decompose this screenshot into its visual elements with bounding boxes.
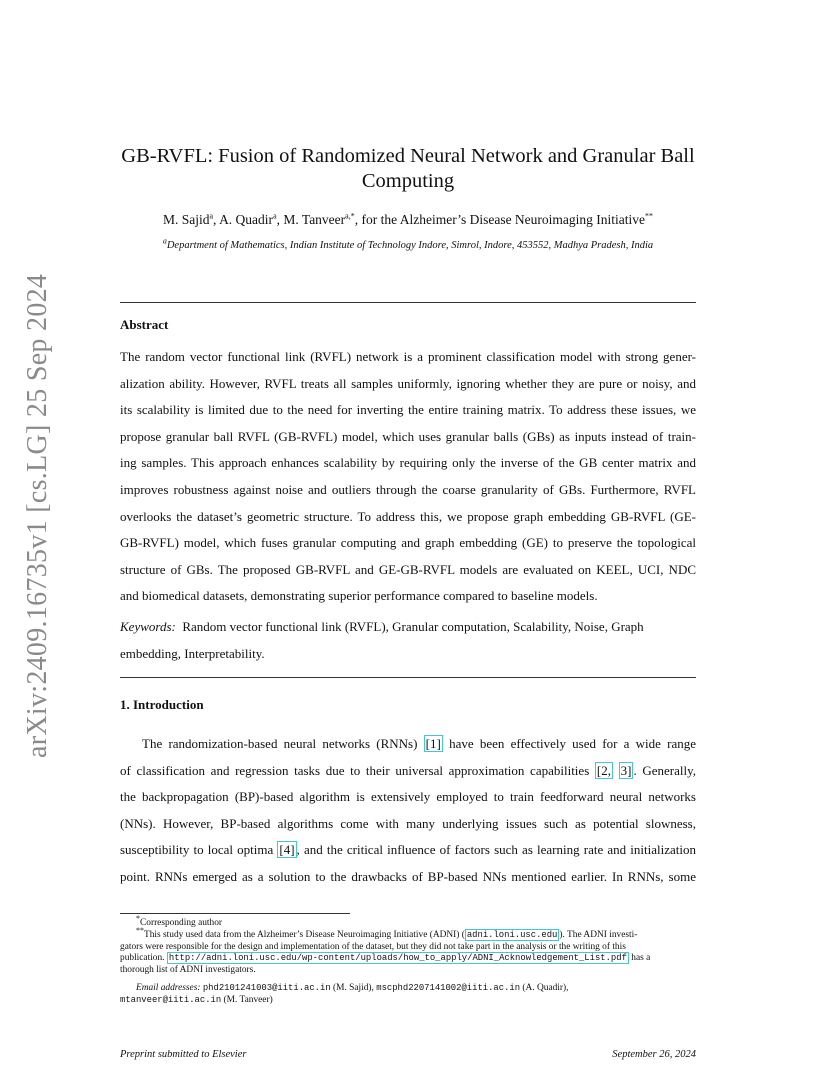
intro-text: . Generally, [633, 762, 696, 778]
footnote-corresponding [120, 913, 696, 930]
abstract-line: propose granular ball RVFL (GB-RVFL) model, which uses granular balls (GBs) as inputs instead of train- [120, 428, 696, 444]
email-owner: (M. Tanveer) [221, 994, 273, 1005]
footnote-text: gators were responsible for the design and implementation of the dataset, but they did not take part in the analysis or the writing of this [120, 941, 626, 952]
affiliation [120, 236, 696, 251]
keywords [120, 614, 696, 667]
footer-preprint: Preprint submitted to Elsevier [120, 1049, 247, 1060]
introduction-body [120, 731, 696, 891]
paper-title [120, 144, 696, 194]
abstract-line: The random vector functional link (RVFL) network is a prominent classification model with strong gener- [120, 349, 696, 364]
consortium-mark: ** [645, 211, 654, 221]
footnote-text: publication. [120, 953, 167, 964]
author-mark: a [273, 211, 277, 221]
footnote-mark: * [136, 913, 140, 923]
author-name: M. Tanveer [283, 212, 346, 227]
abstract-bottom-rule [120, 677, 696, 678]
author-mark: a,* [345, 211, 355, 221]
footnote-text: ). The ADNI investi- [559, 930, 638, 940]
intro-line: (NNs). However, BP-based algorithms come with many underlying issues such as potential slowness, [120, 815, 696, 831]
abstract-line: improves robustness against noise and outliers through the coarse granularity of GBs. Furthermore, RVFL [120, 481, 696, 497]
abstract-line: ing samples. This approach enhances scalability by requiring only the inverse of the GB center matrix and [120, 455, 696, 471]
footnote-rule [120, 913, 350, 914]
intro-text: , and the critical influence of factors such as learning rate and initialization [296, 842, 696, 858]
footnote-adni [120, 925, 696, 976]
abstract-line: its scalability is limited due to the need for inverting the entire training matrix. To address these issues, we [120, 402, 696, 418]
intro-text: The randomization-based neural networks (RNNs) [142, 736, 424, 751]
email-label: Email addresses: [136, 983, 201, 993]
abstract-body [120, 344, 696, 610]
abstract-top-rule [120, 302, 696, 303]
author-name: M. Sajid [162, 212, 210, 227]
email-owner: (M. Sajid), [330, 983, 377, 993]
abstract-heading: Abstract [120, 317, 169, 332]
intro-line: point. RNNs emerged as a solution to the drawbacks of BP-based NNs mentioned earlier. In RNNs, some [120, 868, 696, 884]
citation-link[interactable]: [2, [596, 762, 611, 778]
author-list: M. Sajid$^a$, A. Quadir$^a$, M. Tanveer$^{a,*}$, for the Alzheimer’s Disease Neuroimaging Initiative** [162, 211, 654, 227]
author-mark: a [209, 211, 214, 221]
email-address[interactable]: phd2101241003@iiti.ac.in [202, 983, 331, 993]
email-owner: (A. Quadir), [520, 983, 569, 993]
arxiv-identifier: arXiv:2409.16735v1 [cs.LG] 25 Sep 2024 [22, 273, 53, 758]
footnote-mark: ** [136, 925, 144, 935]
intro-text: susceptibility to local optima [120, 842, 278, 858]
footnote-text: has a [628, 953, 651, 964]
keywords-line-2: embedding, Interpretability. [120, 645, 265, 661]
keywords-label: Keywords: [120, 619, 176, 634]
footnote-text: This study used data from the Alzheimer’s Disease Neuroimaging Initiative (ADNI) ( [144, 930, 465, 940]
keywords-text: Random vector functional link (RVFL), Granular computation, Scalability, Noise, Graph [182, 619, 644, 634]
footnote-text: Corresponding author [140, 918, 223, 928]
intro-line [120, 758, 696, 785]
intro-text: have been effectively used for a wide range [442, 736, 696, 751]
affiliation-text: Department of Mathematics, Indian Institute of Technology Indore, Simrol, Indore, 453552, Madhya Pradesh, India [166, 240, 654, 251]
intro-text: of classification and regression tasks due to their universal approximation capabilities [120, 762, 595, 778]
intro-line [120, 731, 696, 758]
adni-acknowledgement-link[interactable]: http://adni.loni.usc.edu/wp-content/uploads/how_to_apply/ADNI_Acknowledgement_List.pdf [168, 953, 627, 964]
abstract-line: and biomedical datasets, demonstrating superior performance compared to baseline models. [120, 588, 598, 604]
citation-link[interactable]: [1] [425, 736, 441, 751]
author-name: A. Quadir [219, 212, 274, 227]
email-address[interactable]: mscphd2207141002@iiti.ac.in [376, 983, 521, 993]
title-line-2: Computing [361, 170, 455, 192]
footnote-emails [120, 983, 696, 1006]
keywords-line-1 [120, 614, 696, 641]
affiliation-mark: a [162, 236, 167, 246]
abstract-line: structure of GBs. The proposed GB-RVFL and GE-GB-RVFL models are evaluated on KEEL, UCI, NDC [120, 561, 696, 577]
email-address[interactable]: mtanveer@iiti.ac.in [120, 994, 222, 1005]
title-line-1: GB-RVFL: Fusion of Randomized Neural Network and Granular Ball [121, 145, 695, 167]
citation-link[interactable]: 3] [620, 762, 632, 778]
abstract-line: GB-RVFL) model, which fuses granular computing and graph embedding (GE) to preserve the topological [120, 535, 696, 551]
adni-link[interactable]: adni.loni.usc.edu [466, 930, 558, 940]
section-heading-introduction: 1. Introduction [120, 697, 204, 712]
intro-line: the backpropagation (BP)-based algorithm is extensively employed to train feedforward neural networks [120, 789, 696, 805]
abstract-line: alization ability. However, RVFL treats all samples uniformly, ignoring whether they are pure or noisy, and [120, 375, 696, 391]
consortium-name: for the Alzheimer’s Disease Neuroimaging Initiative [361, 212, 646, 227]
abstract-line: overlooks the dataset’s geometric structure. To address this, we propose graph embedding GB-RVFL (GE- [120, 508, 696, 524]
intro-line [120, 837, 696, 864]
footer-date: September 26, 2024 [612, 1049, 696, 1060]
footnote-text: thorough list of ADNI investigators. [120, 964, 256, 975]
citation-link[interactable]: [4] [279, 842, 295, 858]
